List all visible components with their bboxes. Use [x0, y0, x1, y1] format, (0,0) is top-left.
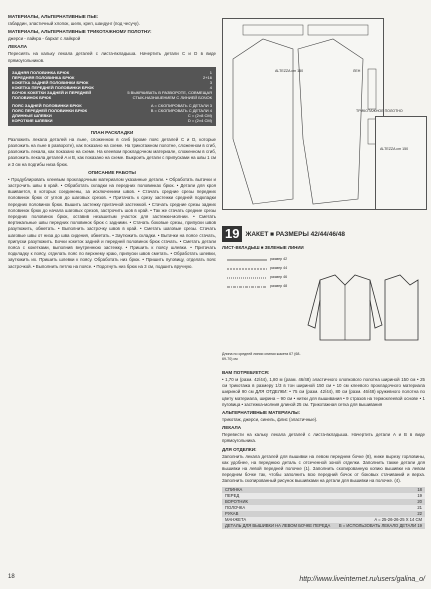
sizes-lines-svg: [222, 255, 302, 305]
size-42: размер 42: [270, 257, 288, 261]
desc-heading: ОПИСАНИЕ РАБОТЫ: [88, 169, 136, 175]
table-row: ВОРОТНИК 20: [222, 499, 425, 505]
sheet-line: ЛИСТ-ВКЛАДЫШ ■ ЗЕЛЕНЫЕ ЛИНИИ: [222, 245, 304, 250]
pattern-label-altezza: ALTEZZA cm 150: [275, 69, 304, 73]
lekala-heading-right: ЛЕКАЛА: [222, 425, 242, 431]
alt-fabrics-text: габардин, эластичный хлопок, шелк, креп, шандунг (под чесучу).: [8, 21, 140, 26]
desc-text: • Продублировать клеевым прокладочным материалом указанные детали. • Обработать вытачки и застрочить швы в край. • Обработать складки на передних половинках брюк. • Детали для кроя вшивается, в которых соединены, за исключением швов. • Стачать средние срезы передних половинок брюк от углов до шаговых срезов. • Притачать к срезу застежки средней подкладки передних половинок брюк. Вышить застежку притачной застежкой. • Стачать средние срезы задних половинок брюк до начала шаговых срезов, застрочить шов в край. • Так же стачать средние срезы передних половинок брюк, оставив незашитым участок для застежки-молнии. • Сметать вертикальные швы передних половинок брюк с задними. • Стачать боковые срезы, припуски швов разутюжить, обметать. • Выполнить застрочку швов в край. • Сметать шаговые срезы. Стачать шаговые швы от низа до шва сидения, обметать. • Заутюжить складки. • Вытачки на поясе стачать, припуски разутюжить. Бочки кокеток задней и передней половинок брюк стачать. • Сметать детали пояса с кокетками, выполнив внутреннюю застежку. • Пришить к поясу шлевки. • Притачать подкладку к поясу, отделать пояс по верхнему краю, припуски швов сметать. • Обработать шлевки, заутюжить их. Пришить шлевки к поясу. Обработать низ брюк. • Пришить пуговицу, отделать пояс застрочкой. • Выполнить петлю на поясе. • Подогнуть низ брюк на 3 см, подшить вручную.: [8, 176, 216, 269]
lekala-text-right: Перевести на кальку лекала деталей с листа-вкладыша. Начертить детали A и B в виде прямоугольника.: [222, 432, 425, 444]
need-text: • 1,70 м (разм. 42/44), 1,80 м (разм. 46/48) эластичного хлопкового полотна шириной 150 см • 25 см трикотажа в размеру 1/3 в тон шириной 150 см • 10 см клеевого прокладочного материала шириной 90 см ДЛЯ ОТДЕЛКИ: • 75 см (разм. 42/44), 80 см (разм. 46/48) кружевного полотна по цвету материала, ширина – 90 см • нитки для вышивания • 9 стразов на термоклеевой основе • 1 пуговица • застежка-молния длиной 25 см. Трикотажная сетка для вышивания: [222, 377, 425, 407]
need-heading: ВАМ ПОТРЕБУЕТСЯ:: [222, 370, 270, 375]
jacket-drawing-svg: [300, 270, 422, 350]
lekala-text: Пересиять на кальку лекала деталей с листа-вкладыша. Начертить детали С и D в виде прямоугольников.: [8, 51, 216, 63]
table-row: РУКАВ 22: [222, 511, 425, 517]
lekala-heading: ЛЕКАЛА: [8, 44, 28, 50]
table-row: СПИНКА 18: [222, 487, 425, 493]
layout-diagram-linen: [222, 18, 384, 210]
sizes-legend: [222, 255, 302, 305]
jacket-parts-table: [222, 487, 425, 529]
jacket-illustration: [300, 270, 422, 350]
sizes-note: Длина по средней линии спинки жакета 67 (68-69-70) см: [222, 352, 301, 361]
pattern-label-len: ЛЕН: [353, 69, 361, 73]
pattern-label-altezza2: ALTEZZA cm 150: [380, 147, 409, 151]
plan-text: Разложить лекала деталей на льне, сложенном в сгиб (кроме пояс деталей C и D, которые разложить на льне в развороте), как показано на схеме. На трикотажном полотне, сложенном в сгиб, разложить лекала, как показано на схеме. На клеевом прокладочном материале, сложенном в сгиб, разложить лекала деталей A и B, как показано на схеме. Выкроить детали с припусками на швы 1 см и 3 см на подгибы низа брюк.: [8, 136, 216, 167]
layout-diagram-svg: [223, 19, 383, 209]
table-row: ДЕТАЛЬ ДЛЯ ВЫШИВКИ НА ЛЕВОМ БОЧКЕ ПЕРЕДА B = ИСПОЛЬЗОВАТЬ ЛЕКАЛО ДЕТАЛИ 19: [222, 523, 425, 529]
jacket-header: [222, 226, 345, 242]
table-row: ПОЛОЧКА 21: [222, 505, 425, 511]
plan-heading: ПЛАН РАСКЛАДКИ: [90, 129, 134, 135]
alt-fabrics-heading: МАТЕРИАЛЫ, АЛЬТЕРНАТИВНЫЕ ПЬЕ:: [8, 14, 99, 19]
size-44: размер 44: [270, 266, 288, 270]
layout-diagram-knit: [356, 109, 427, 210]
page-number: 18: [8, 574, 15, 580]
pattern-label-knit: ТРИКОТАЖНОЕ ПОЛОТНО: [356, 109, 403, 113]
right-text: [222, 370, 425, 531]
alt-knit-heading: МАТЕРИАЛЫ, АЛЬТЕРНАТИВНЫЕ ТРИКОТАЖНОМУ ПОЛОТНУ:: [8, 29, 152, 35]
jacket-title: ЖАКЕТ ■ РАЗМЕРЫ 42/44/46/48: [245, 230, 345, 238]
source-url[interactable]: http://www.liveinternet.ru/users/galina_o/: [299, 576, 425, 583]
alt-text: трикотаж, джерси, синель, флис (эластичные).: [222, 417, 318, 423]
left-column: [8, 14, 216, 272]
otdelka-text: Заполнить лекала деталей для вышивки на левом переднем бочке (8), ниже вырезу горловины, как удобнее, на переднюю деталь с отсеченной зоной отделки. Заполнить также детали для вышивки на левой передней полочке (1). Заполнить скопированную копию вышивки на левом переднем бочке так, чтобы заполнить всю передний бочок от боковых стачиваний и верха. Заполнить скопированный рисунок вышивками на детали для вышивки на полочке. (4).: [222, 453, 425, 484]
table-row: МАНЖЕТА A = 25-26-26-25 X 14 CM: [222, 517, 425, 523]
alt-knit-text: джерси - лайкра - бархат с лайкрой: [8, 36, 81, 42]
jacket-number: 19: [222, 226, 242, 242]
table-row: ПЕРЕД 19: [222, 493, 425, 499]
parts-table: ЗАДНЯЯ ПОЛОВИНКА БРЮК 1 ПЕРЕДНЯЯ ПОЛОВИНКА БРЮК 2+16 КОКЕТКА ЗАДНЕЙ ПОЛОВИНКИ БРЮК 3 КОКЕТКА ПЕРЕДНЕЙ ПОЛОВИНКИ БРЮК 4 БОЧОК КОКЕТКИ ЗАДНЕЙ И ПЕРЕДНЕЙ ПОЛОВИНОК БРЮК 5 ВЫКРАИВАТЬ В РАЗВОРОТЕ, СОВМЕЩАЯ СТЫК-НАЗНАЧЕНИЕМ С ЛИНИЕЙ БОЧОК ПОЯС ЗАДНЕЙ ПОЛОВИНКИ БРЮК A = СКОПИРОВАТЬ С ДЕТАЛИ 3 ПОЯС ПЕРЕДНЕЙ ПОЛОВИНКИ БРЮК B = СКОПИРОВАТЬ С ДЕТАЛИ 4 ДЛИННЫЕ ШЛЕВКИ C = (2×8 СМ) КОРОТКИЕ ШЛЕВКИ D = (2×4 СМ): [8, 67, 216, 126]
alt-heading: АЛЬТЕРНАТИВНЫЕ МАТЕРИАЛЫ:: [222, 410, 301, 416]
size-48: размер 48: [270, 284, 288, 288]
otdelka-heading: ДЛЯ ОТДЕЛКИ:: [222, 446, 257, 452]
size-46: размер 46: [270, 275, 288, 279]
